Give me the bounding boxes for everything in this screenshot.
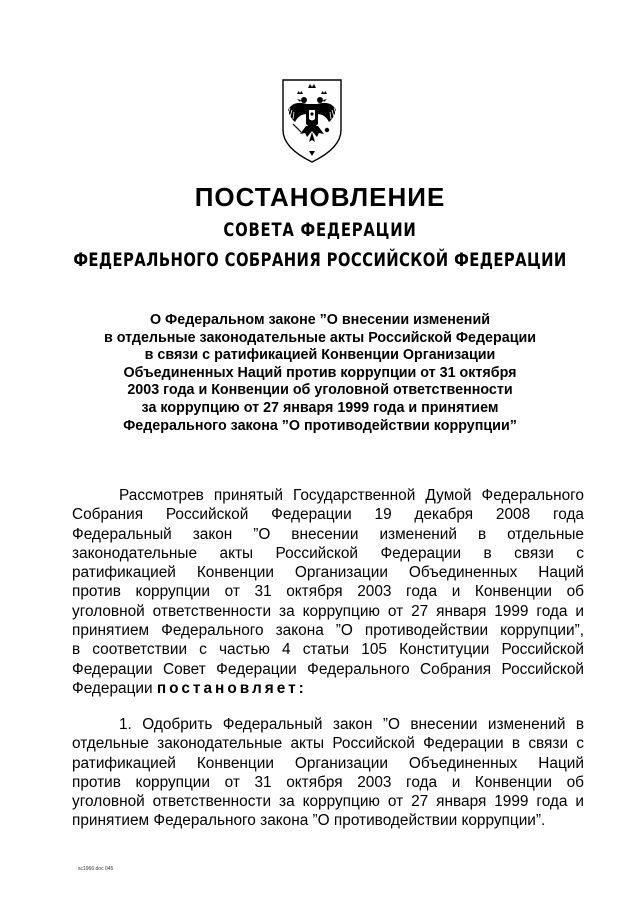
file-reference-code: sc1966 doc 045 bbox=[78, 866, 114, 872]
heading-line: за коррупцию от 27 января 1999 года и принятием bbox=[141, 399, 499, 416]
paragraph-line-lead: Федерации bbox=[72, 679, 153, 697]
paragraph-line: отдельные законодательные акты Российской Федерации в связи с bbox=[72, 735, 584, 753]
document-subject-heading bbox=[60, 312, 580, 435]
double-headed-eagle-coat-of-arms-icon bbox=[281, 78, 343, 164]
issuing-body-line-2: ФЕДЕРАЛЬНОГО СОБРАНИЯ РОССИЙСКОЙ ФЕДЕРАЦИИ bbox=[73, 249, 567, 271]
paragraph-line: принятием Федерального закона ”О противодействии коррупции”. bbox=[72, 812, 546, 830]
paragraph-line: 1. Одобрить Федеральный закон ”О внесении изменений в bbox=[119, 716, 584, 733]
preamble-paragraph bbox=[72, 486, 584, 698]
paragraph-line: против коррупции от 31 октября 2003 года и Конвенции об bbox=[72, 583, 584, 601]
paragraph-line: уголовной ответственности за коррупцию от 27 января 1999 года и bbox=[72, 602, 584, 620]
heading-line: в связи с ратификацией Конвенции Организации bbox=[144, 347, 496, 364]
heading-line: в отдельные законодательные акты Российской Федерации bbox=[103, 329, 537, 346]
paragraph-line: Собрания Российской Федерации 19 декабря 2008 года bbox=[72, 506, 584, 524]
issuing-body-line-1: СОВЕТА ФЕДЕРАЦИИ bbox=[223, 219, 417, 241]
heading-line: 2003 года и Конвенции об уголовной ответственности bbox=[127, 382, 513, 399]
paragraph-line: Федеральный закон ”О внесении изменений в отдельные bbox=[72, 525, 584, 543]
coat-of-arms-emblem bbox=[281, 78, 343, 164]
resolution-item-1 bbox=[72, 715, 584, 831]
paragraph-last-line bbox=[72, 679, 584, 698]
paragraph-line: законодательные акты Российской Федерации в связи с bbox=[72, 544, 584, 562]
paragraph-line: уголовной ответственности за коррупцию от 27 января 1999 года и bbox=[72, 793, 584, 811]
paragraph-line: принятием Федерального закона ”О противодействии коррупции”, bbox=[72, 622, 584, 640]
heading-line: Объединенных Наций против коррупции от 31 октября bbox=[123, 364, 517, 381]
decree-word: постановляет: bbox=[156, 679, 307, 697]
paragraph-line: ратификацией Конвенции Организации Объединенных Наций bbox=[72, 564, 584, 582]
paragraph-line: ратификацией Конвенции Организации Объединенных Наций bbox=[72, 754, 584, 772]
heading-line: Федерального закона ”О противодействии коррупции” bbox=[123, 417, 517, 434]
paragraph-line: против коррупции от 31 октября 2003 года и Конвенции об bbox=[72, 773, 584, 791]
heading-line: О Федеральном законе ”О внесении изменений bbox=[149, 312, 491, 328]
document-title: ПОСТАНОВЛЕНИЕ bbox=[194, 182, 446, 212]
paragraph-line: в соответствии с частью 4 статьи 105 Конституции Российской bbox=[72, 641, 584, 659]
paragraph-line: Федерации Совет Федерации Федерального Собрания Российской bbox=[72, 660, 584, 678]
paragraph-line: Рассмотрев принятый Государственной Думой Федерального bbox=[119, 487, 584, 504]
